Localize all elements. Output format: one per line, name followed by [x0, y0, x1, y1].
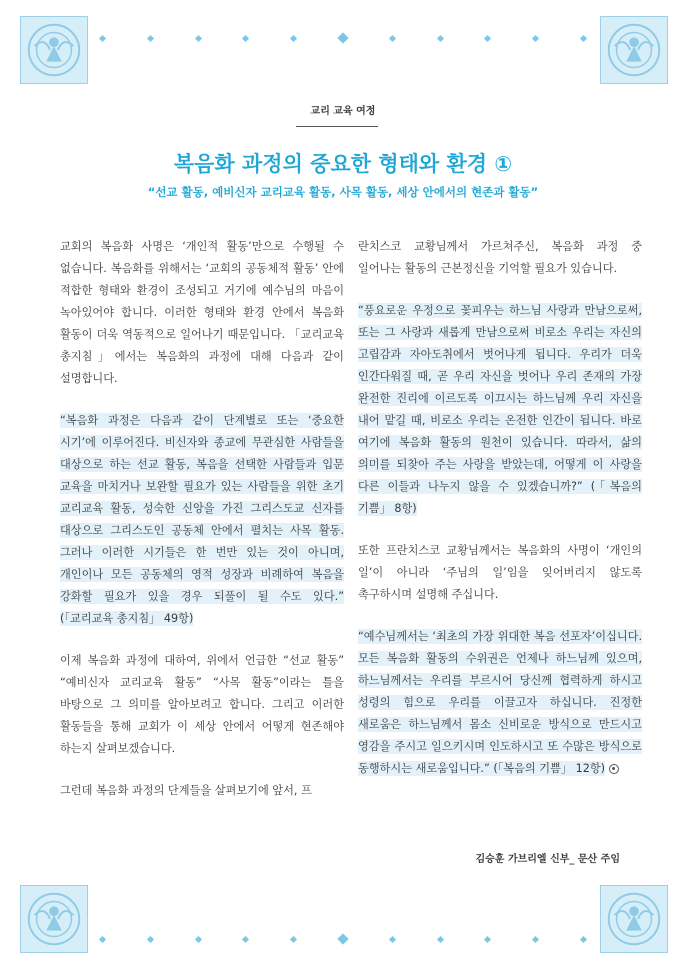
end-mark-icon: [609, 764, 619, 774]
right-column: [358, 236, 642, 800]
paragraph: 그런데 복음화 과정의 단계들을 살펴보기에 앞서, 프: [60, 784, 312, 797]
left-column: [60, 236, 344, 822]
paragraph: 교회의 복음화 사명은 ‘개인적 활동’만으로 수행될 수 없습니다. 복음화를 위해서는 ‘교회의 공동체적 활동’ 안에 적합한 형태와 환경이 조성되고 거기에 예수님의 마음이 녹아있어야 합니다. 이러한 형태와 환경 안에서 복음화 활동이 더욱 역동적으로 일어나기 때문입니다. 「교리교육 총지침」에서는 복음화의 과정에 대해 다음과 같이 설명합니다.: [60, 240, 344, 385]
quote-block: [358, 626, 642, 780]
page-subtitle: “선교 활동, 예비신자 교리교육 활동, 사목 활동, 세상 안에서의 현존과 활동”: [147, 185, 539, 199]
angel-ornament-icon: [20, 885, 88, 953]
angel-ornament-icon: [600, 885, 668, 953]
section-rule: [296, 126, 378, 127]
top-dot-divider: [100, 34, 586, 42]
angel-ornament-icon: [600, 16, 668, 84]
quote-text: “예수님께서는 ‘최초의 가장 위대한 복음 선포자’이십니다. 모든 복음화 활동의 수위권은 언제나 하느님께 있으며, 하느님께서는 우리를 부르시어 당신께 협력하게 하시고 성령의 힘으로 우리를 이끌고자 하십니다. 진정한 새로움은 하느님께서 몸소 신비로운 방식으로 만드시고 영감을 주시고 일으키시며 인도하시고 또 수많은 방식으로 동행하시는 새로움입니다.” (「복음의 기쁨」 12항): [358, 630, 642, 775]
author-byline: 김승훈 가브리엘 신부_ 문산 주임: [475, 854, 620, 865]
page-title: 복음화 과정의 중요한 형태와 환경 ①: [173, 152, 513, 176]
section-label: 교리 교육 여정: [310, 106, 376, 117]
quote-text: “복음화 과정은 다음과 같이 단계별로 또는 ‘중요한 시기’에 이루어진다. 비신자와 종교에 무관심한 사람들을 대상으로 하는 선교 활동, 복음을 선택한 사람들과 입문 교육을 마치거나 보완할 필요가 있는 사람들을 위한 초기 교리교육 활동, 성숙한 신앙을 가진 그리스도교 신자를 대상으로 그리스도인 공동체 안에서 펼치는 사목 활동. 그러나 이러한 시기들은 한 번만 있는 것이 아니며, 개인이나 모든 공동체의 영적 성장과 비례하여 복음을 강화할 필요가 있을 경우 되풀이 될 수도 있다.” (「교리교육 총지침」 49항): [60, 414, 344, 625]
quote-text: “풍요로운 우정으로 꽃피우는 하느님 사랑과 만남으로써, 또는 그 사랑과 새롭게 만남으로써 비로소 우리는 자신의 고립감과 자아도취에서 벗어나게 됩니다. 우리가 더욱 인간다워질 때, 곧 우리 자신을 벗어나 우리 존재의 가장 완전한 진리에 이르도록 이끄시는 하느님께 우리 자신을 내어 맡길 때, 비로소 우리는 온전한 인간이 됩니다. 바로 여기에 복음화 활동의 원천이 있습니다. 따라서, 삶의 의미를 되찾아 주는 사랑을 받았는데, 어떻게 이 사랑을 다른 이들과 나누지 않을 수 있겠습니까?” (「복음의 기쁨」 8항): [358, 304, 642, 515]
quote-block: [60, 410, 344, 630]
paragraph: 이제 복음화 과정에 대하여, 위에서 언급한 “선교 활동” “예비신자 교리교육 활동” “사목 활동”이라는 틀을 바탕으로 그 의미를 알아보려고 합니다. 그리고 이러한 활동들을 통해 교회가 이 세상 안에서 어떻게 현존해야 하는지 살펴보겠습니다.: [60, 654, 344, 755]
paragraph: 란치스코 교황님께서 가르쳐주신, 복음화 과정 중 일어나는 활동의 근본정신을 기억할 필요가 있습니다.: [358, 240, 642, 275]
angel-ornament-icon: [20, 16, 88, 84]
quote-block: [358, 300, 642, 520]
paragraph: 또한 프란치스코 교황님께서는 복음화의 사명이 ‘개인의 일’이 아니라 ‘주님의 일’임을 잊어버리지 않도록 촉구하시며 설명해 주십니다.: [358, 544, 642, 601]
bottom-dot-divider: [100, 935, 586, 943]
